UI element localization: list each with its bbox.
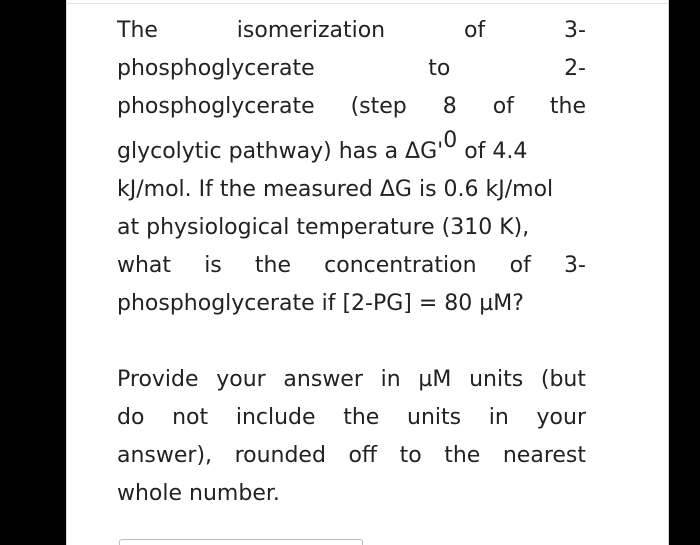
instructions-line-3: answer), rounded off to the nearest bbox=[117, 443, 586, 468]
instructions-line-2: do not include the units in your bbox=[117, 405, 586, 430]
word: (step bbox=[350, 94, 407, 119]
question-card bbox=[66, 0, 669, 545]
word: phosphoglycerate bbox=[117, 94, 315, 119]
word: of bbox=[463, 18, 486, 43]
word: concentration bbox=[324, 253, 477, 278]
answer-input[interactable] bbox=[119, 539, 363, 545]
paragraph-spacer bbox=[117, 323, 586, 361]
standard-state-superscript: 0 bbox=[443, 127, 458, 153]
instructions-line-4: whole number. bbox=[117, 481, 280, 506]
word: 3- bbox=[564, 253, 586, 278]
question-line-6: at physiological temperature (310 K), bbox=[117, 215, 530, 240]
question-line-2 bbox=[117, 50, 586, 88]
word: is bbox=[204, 253, 222, 278]
question-line-4 bbox=[117, 128, 586, 176]
question-text bbox=[117, 12, 586, 513]
word: what bbox=[117, 253, 172, 278]
word: to bbox=[428, 56, 451, 81]
word: The bbox=[117, 18, 158, 43]
word: of bbox=[509, 253, 531, 278]
word: isomerization bbox=[236, 18, 386, 43]
word: the bbox=[549, 94, 586, 119]
delta-g-value: of 4.4 bbox=[457, 139, 528, 164]
word: the bbox=[254, 253, 292, 278]
word: 3- bbox=[564, 18, 586, 43]
word: 2- bbox=[564, 56, 586, 81]
instructions-line-1: Provide your answer in µM units (but bbox=[117, 367, 586, 392]
word: phosphoglycerate bbox=[117, 56, 315, 81]
question-line-3 bbox=[117, 88, 586, 126]
question-paragraph bbox=[117, 12, 586, 323]
question-line-5: kJ/mol. If the measured ΔG is 0.6 kJ/mol bbox=[117, 177, 554, 202]
instructions-paragraph bbox=[117, 361, 586, 513]
card-top-border bbox=[67, 0, 668, 4]
question-line-1 bbox=[117, 12, 586, 50]
question-line-7 bbox=[117, 247, 586, 285]
word: of bbox=[492, 94, 514, 119]
delta-g-text: glycolytic pathway) has a ΔG' bbox=[117, 139, 444, 164]
question-line-8: phosphoglycerate if [2-PG] = 80 µM? bbox=[117, 291, 524, 316]
word: 8 bbox=[442, 94, 457, 119]
